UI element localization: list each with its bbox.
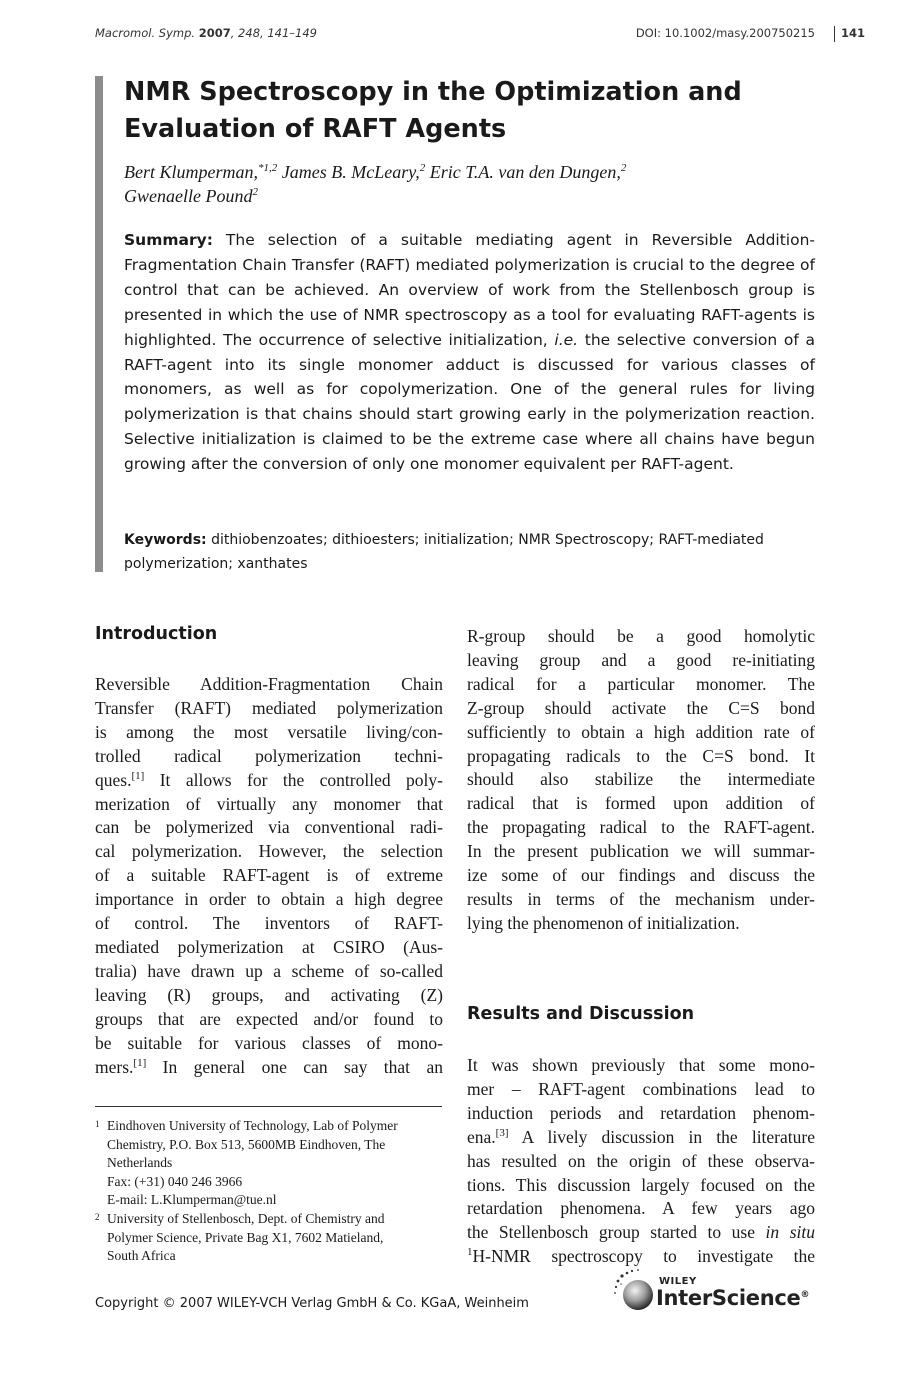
journal-citation: Macromol. Symp. 2007, 248, 141–149 xyxy=(95,26,317,40)
footnote-1: 1 Eindhoven University of Technology, Lab of Polymer Chemistry, P.O. Box 513, 5600MB Eindhoven, The Netherlands Fax: (+31) 040 246 3966 E-mail: L.Klumperman@tue.nl xyxy=(95,1118,398,1208)
results-body: It was shown previously that some mono- mer – RAFT-agent combinations lead to induction periods and retardation phenom- ena.[3] A lively discussion in the literature has resulted on the origin of these observa- tions. This discussion largely focused on the retardation phenomena. A few years ago the Stellenbosch group started to use in situ $^1$H-NMR spectroscopy to investigate the xyxy=(467,1055,815,1267)
copyright-notice: Copyright © 2007 WILEY-VCH Verlag GmbH & Co. KGaA, Weinheim xyxy=(95,1296,529,1311)
logo-wiley-text: WILEY xyxy=(659,1276,697,1287)
keywords: Keywords: dithiobenzoates; dithioesters; initialization; NMR Spectroscopy; RAFT-mediated polymerization; xanthates xyxy=(124,532,764,572)
abstract-summary: Summary: The selection of a suitable mediating agent in Reversible Addition-Fragmentation Chain Transfer (RAFT) mediated polymerization is crucial to the degree of control that can be achieved. An overview of work from the Stellenbosch group is presented in which the use of NMR spectroscopy as a tool for evaluating RAFT-agents is highlighted. The occurrence of selective initialization, i.e. the selective conversion of a RAFT-agent into its single monomer adduct is discussed for various classes of monomers, as well as for copolymerization. One of the general rules for living polymerization is that chains should start growing early in the polymerization reaction. Selective initialization is claimed to be the extreme case where all chains have begun growing after the conversion of only one monomer equivalent per RAFT-agent. xyxy=(124,231,815,474)
wiley-interscience-logo xyxy=(612,1268,822,1318)
running-head xyxy=(95,26,865,44)
footnote-2: 2 University of Stellenbosch, Dept. of Chemistry and Polymer Science, Private Bag X1, 7602 Matieland, South Africa xyxy=(95,1210,385,1264)
interscience-globe-icon xyxy=(612,1268,660,1316)
article-title: NMR Spectroscopy in the Optimization and Evaluation of RAFT Agents xyxy=(124,77,742,144)
doi: DOI: 10.1002/masy.200750215 xyxy=(635,26,815,40)
authors: Bert Klumperman,$^{*1,2}$ James B. McLeary,$^2$ Eric T.A. van den Dungen,$^2$ Gwenaelle Pound$^2$ xyxy=(124,162,627,206)
introduction-heading: Introduction xyxy=(95,624,218,644)
introduction-continued: R-group should be a good homolytic leaving group and a good re-initiating radical for a particular monomer. The Z-group should activate the C=S bond sufficiently to obtain a high addition rate of propagating radicals to the C=S bond. It should also stabilize the intermediate radical that is formed upon addition of the propagating radical to the RAFT-agent. In the present publication we will summar- ize some of our findings and discuss the results in terms of the mechanism under- lying the phenomenon of initialization. xyxy=(467,626,815,933)
results-heading: Results and Discussion xyxy=(467,1004,695,1024)
footnotes xyxy=(95,1117,443,1266)
logo-interscience-text: InterScience® xyxy=(656,1286,810,1310)
page-number: 141 xyxy=(834,26,865,42)
introduction-body: Reversible Addition-Fragmentation Chain Transfer (RAFT) mediated polymerization is among the most versatile living/con- trolled radical polymerization techni- ques.[1] It allows for the controlled poly- merization of virtually any monomer that can be polymerized via conventional radi- cal polymerization. However, the selection of a suitable RAFT-agent is of extreme importance in order to obtain a high degree of control. The inventors of RAFT- mediated polymerization at CSIRO (Aus- tralia) have drawn up a scheme of so-called leaving (R) groups, and activating (Z) groups that are expected and/or found to be suitable for various classes of mono- mers.[1] In general one can say that an xyxy=(95,674,443,1077)
footnote-rule xyxy=(95,1106,442,1107)
abstract-sidebar-bar xyxy=(95,76,103,572)
